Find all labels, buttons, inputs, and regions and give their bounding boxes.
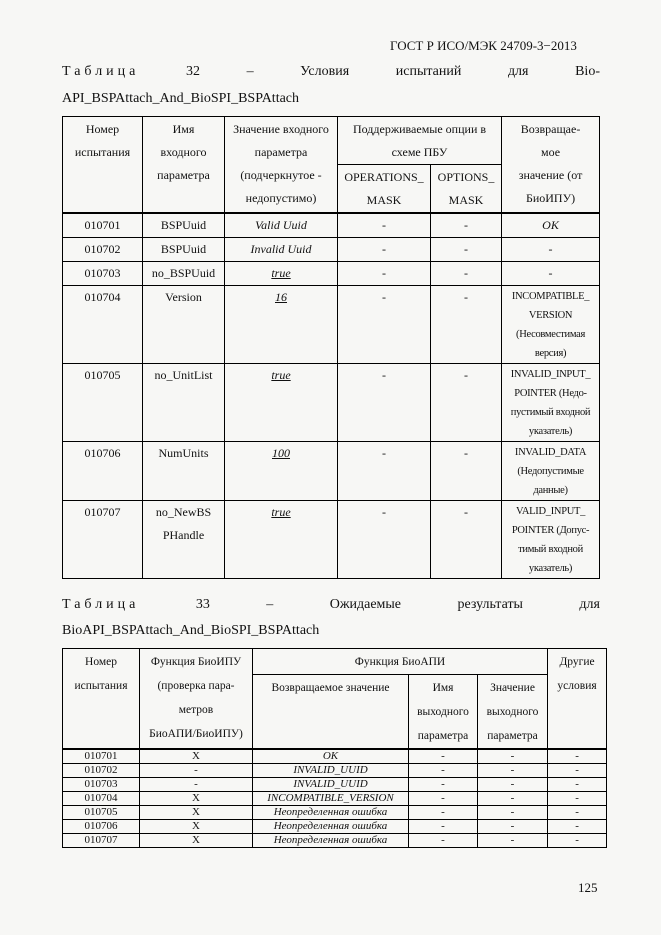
return-value-line: указатель) (528, 563, 573, 574)
operations-mask-cell: - (338, 262, 431, 286)
output-name-cell: - (409, 778, 478, 792)
test-number-cell: 010706 (63, 820, 140, 834)
return-value-line: (Несовместимая (516, 329, 586, 340)
test-number-cell: 010702 (63, 764, 140, 778)
output-value-cell: - (478, 764, 548, 778)
param-name-line: NumUnits (158, 446, 209, 460)
param-value: true (271, 266, 291, 280)
output-value-cell: - (478, 792, 548, 806)
col-header-return-value: Возвращае- мое значение (от БиоИПУ) (502, 117, 600, 214)
bsp-function-cell: X (140, 749, 253, 764)
caption-word: – (246, 64, 254, 79)
test-number-cell: 010702 (63, 238, 143, 262)
output-value-cell: - (478, 778, 548, 792)
return-value-line: POINTER (Допус- (511, 525, 590, 536)
test-number-cell: 010704 (63, 286, 143, 364)
col-header-param-name: Имя входного параметра (143, 117, 225, 214)
test-number-cell: 010704 (63, 792, 140, 806)
param-name-line: PHandle (162, 528, 205, 542)
col-header-options-mask: OPTIONS_ MASK (431, 165, 502, 214)
param-name-line: no_NewBS (155, 505, 212, 519)
bsp-function-cell: - (140, 778, 253, 792)
test-number-cell: 010705 (63, 364, 143, 442)
caption-word: – (266, 597, 274, 612)
operations-mask-cell: - (338, 238, 431, 262)
col-header-number: Номер испытания (63, 649, 140, 750)
caption-word: результаты (457, 597, 523, 612)
conditions-table (62, 116, 600, 579)
bsp-function-cell: X (140, 820, 253, 834)
caption-word: для (507, 64, 529, 79)
return-value-cell (502, 238, 600, 262)
return-value-line: INVALID_INPUT_ (510, 369, 591, 380)
other-conditions-cell: - (548, 820, 607, 834)
table-row (63, 442, 600, 501)
caption-word: Таблица (62, 597, 140, 612)
param-value: 100 (272, 446, 290, 460)
operations-mask-cell: - (338, 364, 431, 442)
table-row (63, 764, 607, 778)
output-name-cell: - (409, 834, 478, 848)
page-number: 125 (578, 880, 598, 895)
test-number-cell: 010707 (63, 501, 143, 579)
output-name-cell: - (409, 749, 478, 764)
test-number-cell: 010701 (63, 213, 143, 238)
bsp-function-cell: X (140, 806, 253, 820)
table33-caption (62, 597, 600, 613)
output-name-cell: - (409, 792, 478, 806)
output-name-cell: - (409, 806, 478, 820)
return-value-cell (502, 442, 600, 501)
param-value: Valid Uuid (255, 218, 307, 232)
table-row (63, 834, 607, 848)
col-header-bsp-function: Функция БиоИПУ (проверка пара- метров БиоАПИ/БиоИПУ) (140, 649, 253, 750)
test-number-cell: 010703 (63, 262, 143, 286)
caption-word: Таблица (62, 64, 140, 79)
param-value: true (271, 368, 291, 382)
param-name-cell (143, 262, 225, 286)
return-value-cell (502, 364, 600, 442)
test-number-cell: 010701 (63, 749, 140, 764)
options-mask-cell: - (431, 501, 502, 579)
other-conditions-cell: - (548, 834, 607, 848)
return-value-line: VALID_INPUT_ (515, 506, 586, 517)
output-name-cell: - (409, 764, 478, 778)
return-value-line: OK (542, 218, 559, 232)
other-conditions-cell: - (548, 764, 607, 778)
col-header-output-name: Имя выходного параметра (409, 675, 478, 750)
caption-word: Bio- (575, 64, 600, 79)
col-header-output-value: Значение выходного параметра (478, 675, 548, 750)
document-header: ГОСТ Р ИСО/МЭК 24709-3−2013 (390, 38, 577, 53)
param-name-cell (143, 364, 225, 442)
param-value-cell (225, 213, 338, 238)
table-row (63, 262, 600, 286)
table32-caption (62, 64, 600, 80)
return-value-line: версия) (534, 348, 567, 359)
caption-word: для (579, 597, 600, 612)
return-value-cell (502, 262, 600, 286)
param-value-cell (225, 286, 338, 364)
param-name-cell (143, 286, 225, 364)
operations-mask-cell: - (338, 501, 431, 579)
bsp-function-cell: X (140, 792, 253, 806)
return-value-line: данные) (533, 485, 568, 496)
return-value-line: (Недопустимые (517, 466, 584, 477)
options-mask-cell: - (431, 213, 502, 238)
bsp-function-cell: X (140, 834, 253, 848)
return-value-line: VERSION (528, 310, 573, 321)
test-number-cell: 010707 (63, 834, 140, 848)
param-value: Invalid Uuid (250, 242, 312, 256)
return-value-cell (502, 286, 600, 364)
table-row (63, 286, 600, 364)
table-row (63, 792, 607, 806)
table-row (63, 238, 600, 262)
return-value-line: - (548, 242, 553, 256)
return-value-cell: Неопределенная ошибка (253, 820, 409, 834)
caption-word: испытаний (395, 64, 462, 79)
param-name-line: no_BSPUuid (151, 266, 216, 280)
other-conditions-cell: - (548, 778, 607, 792)
param-name-cell (143, 442, 225, 501)
table-row (63, 364, 600, 442)
param-value-cell (225, 442, 338, 501)
col-header-param-value: Значение входного параметра (подчеркнутое - недопустимо) (225, 117, 338, 214)
return-value-cell: INVALID_UUID (253, 778, 409, 792)
options-mask-cell: - (431, 364, 502, 442)
output-value-cell: - (478, 806, 548, 820)
table-row (63, 213, 600, 238)
param-value-cell (225, 262, 338, 286)
col-header-number: Номер испытания (63, 117, 143, 214)
operations-mask-cell: - (338, 442, 431, 501)
return-value-cell: INCOMPATIBLE_VERSION (253, 792, 409, 806)
caption-word: Ожидаемые (329, 597, 402, 612)
return-value-line: POINTER (Недо- (514, 388, 587, 399)
return-value-line: указатель) (528, 426, 573, 437)
table-row (63, 749, 607, 764)
output-value-cell: - (478, 820, 548, 834)
param-name-line: no_UnitList (154, 368, 213, 382)
test-number-cell: 010705 (63, 806, 140, 820)
return-value-line: - (548, 266, 553, 280)
options-mask-cell: - (431, 442, 502, 501)
param-value: 16 (275, 290, 287, 304)
table32-caption-line2: API_BSPAttach_And_BioSPI_BSPAttach (62, 91, 300, 106)
return-value-line: тимый входной (518, 544, 583, 555)
table-row (63, 806, 607, 820)
return-value-line: INVALID_DATA (514, 447, 587, 458)
return-value-cell (502, 501, 600, 579)
return-value-cell: Неопределенная ошибка (253, 806, 409, 820)
output-name-cell: - (409, 820, 478, 834)
output-value-cell: - (478, 834, 548, 848)
other-conditions-cell: - (548, 806, 607, 820)
table-row (63, 778, 607, 792)
test-number-cell: 010706 (63, 442, 143, 501)
table33-caption-line2: BioAPI_BSPAttach_And_BioSPI_BSPAttach (62, 623, 320, 638)
param-name-cell (143, 501, 225, 579)
options-mask-cell: - (431, 238, 502, 262)
return-value-cell: INVALID_UUID (253, 764, 409, 778)
param-value: true (271, 505, 291, 519)
test-number-cell: 010703 (63, 778, 140, 792)
param-value-cell (225, 238, 338, 262)
table-row (63, 501, 600, 579)
expected-results-table (62, 648, 607, 848)
param-name-cell (143, 238, 225, 262)
col-header-return-value: Возвращаемое значение (253, 675, 409, 750)
caption-word: Условия (300, 64, 350, 79)
param-value-cell (225, 364, 338, 442)
return-value-cell: OK (253, 749, 409, 764)
param-name-line: BSPUuid (160, 242, 207, 256)
bsp-function-cell: - (140, 764, 253, 778)
param-name-line: Version (165, 290, 202, 304)
param-name-line: BSPUuid (160, 218, 207, 232)
caption-word: 32 (185, 64, 200, 79)
caption-word: 33 (195, 597, 210, 612)
col-header-other-conditions: Другие условия (548, 649, 607, 750)
col-header-operations-mask: OPERATIONS_ MASK (338, 165, 431, 214)
options-mask-cell: - (431, 262, 502, 286)
col-header-supported-options: Поддерживаемые опции в схеме ПБУ (338, 117, 502, 165)
return-value-line: пустимый входной (510, 407, 591, 418)
param-name-cell (143, 213, 225, 238)
operations-mask-cell: - (338, 213, 431, 238)
options-mask-cell: - (431, 286, 502, 364)
return-value-line: INCOMPATIBLE_ (511, 291, 590, 302)
table-row (63, 820, 607, 834)
operations-mask-cell: - (338, 286, 431, 364)
col-header-api-function: Функция БиоАПИ (253, 649, 548, 675)
other-conditions-cell: - (548, 749, 607, 764)
param-value-cell (225, 501, 338, 579)
output-value-cell: - (478, 749, 548, 764)
other-conditions-cell: - (548, 792, 607, 806)
return-value-cell (502, 213, 600, 238)
return-value-cell: Неопределенная ошибка (253, 834, 409, 848)
